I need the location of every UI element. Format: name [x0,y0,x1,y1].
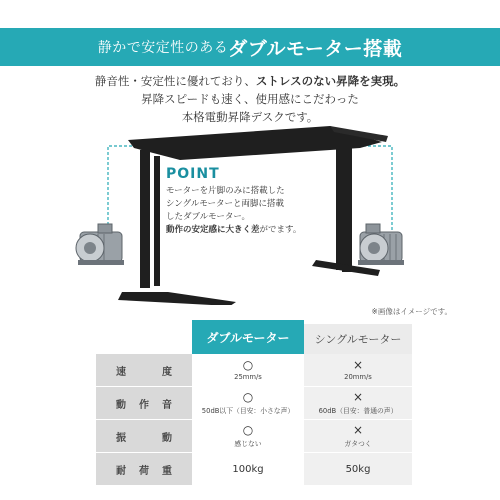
dual-vibration-value: 感じない [234,440,262,448]
point-line1: モーターを片脚のみに搭載した [166,186,285,196]
intro-line1-plain: 静音性・安定性に優れており、 [94,74,256,88]
row-label-noise [96,387,192,419]
single-speed-cell [304,354,412,386]
dual-noise-value: 50dB以下（目安：小さな声） [201,407,295,415]
label-char: 耐 [116,465,126,477]
banner-prefix: 静かで安定性のある [97,40,229,56]
row-label-load [96,453,192,485]
single-load-value: 50kg [345,463,371,475]
label-char: 振 [116,432,126,444]
image-note: ※画像はイメージです。 [371,307,452,316]
point-callout [160,162,328,250]
left-foot [118,292,236,305]
single-noise-cell [304,387,412,419]
intro-line2: 昇降スピードも速く、使用感にこだわった [141,92,359,106]
bad-mark-icon: × [352,358,364,372]
right-motor [358,224,404,265]
title-banner [0,28,500,66]
label-char: 動 [116,399,126,411]
single-vibration-value: ガタつく [344,440,372,448]
point-emphasis-b: 大きく差 [225,225,260,235]
dual-load-cell [192,453,304,485]
intro-line1-bold: ストレスのない昇降を実現。 [255,74,406,88]
label-char: 荷 [139,465,149,477]
single-load-cell [304,453,412,485]
point-title: POINT [166,166,220,182]
label-char: 速 [116,366,126,378]
point-line4-plain: がでます。 [259,225,302,235]
left-leg [140,150,150,288]
row-label-vibration [96,420,192,452]
label-char: 重 [162,465,172,477]
table-row [96,387,412,420]
good-mark-icon: ○ [242,423,254,437]
header-empty [96,320,192,354]
single-noise-value: 60dB（目安：普通の声） [318,407,398,415]
good-mark-icon: ○ [242,390,254,404]
single-speed-value: 20mm/s [344,373,372,381]
right-callout-line [350,146,392,230]
left-motor [76,224,124,265]
single-vibration-cell [304,420,412,452]
good-mark-icon: ○ [242,358,254,372]
table-row [96,420,412,453]
point-line4 [166,224,322,237]
intro-text [0,72,500,126]
header-single-motor: シングルモーター [304,324,412,354]
header-dual-motor: ダブルモーター [192,320,304,354]
table-row [96,453,412,486]
dual-speed-value: 25mm/s [234,373,262,381]
point-emphasis-a: 動作の安定感に [166,225,226,235]
dual-load-value: 100kg [232,463,264,475]
dual-noise-cell [192,387,304,419]
comparison-table [96,320,412,486]
table-header-row [96,320,412,354]
point-body [166,185,322,237]
point-line2: シングルモーターと両脚に搭載 [166,199,285,209]
bad-mark-icon: × [352,423,364,437]
banner-main: ダブルモーター搭載 [228,37,403,60]
label-char: 動 [162,432,172,444]
desk-illustration [0,120,500,305]
intro-line3: 本格電動昇降デスクです。 [181,110,319,124]
label-char: 作 [139,399,149,411]
label-char: 度 [162,366,172,378]
right-leg [342,142,352,272]
dual-vibration-cell [192,420,304,452]
dual-speed-cell [192,354,304,386]
row-label-speed [96,354,192,386]
label-char: 音 [162,399,172,411]
table-row [96,354,412,387]
bad-mark-icon: × [352,390,364,404]
point-line3: したダブルモーター。 [166,212,250,222]
